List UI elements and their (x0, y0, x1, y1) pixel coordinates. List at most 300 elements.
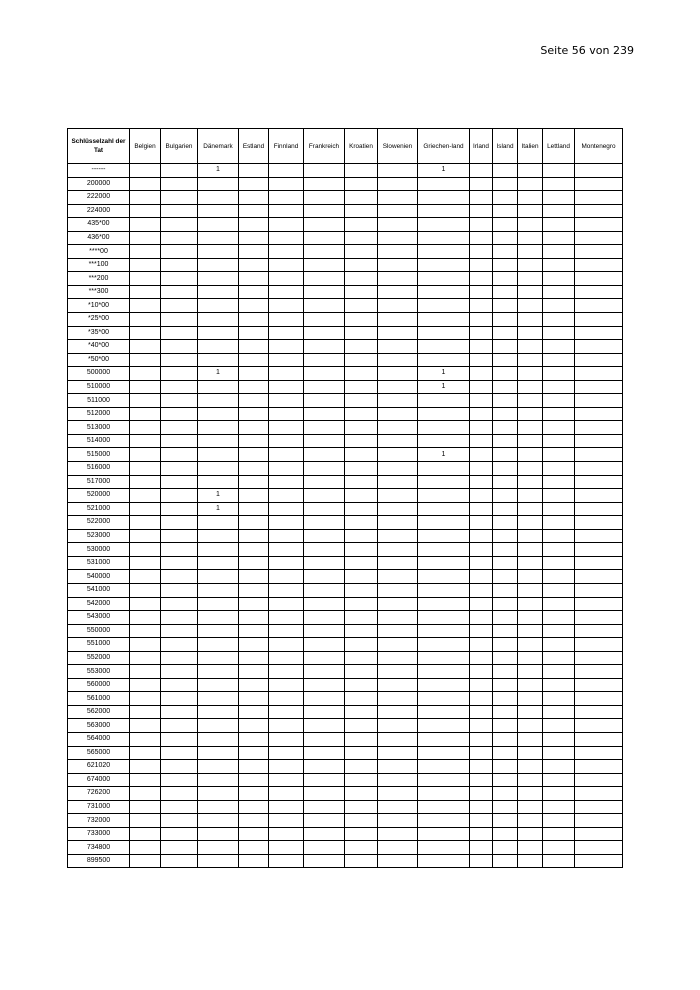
value-cell (198, 177, 239, 191)
value-cell (575, 678, 623, 692)
table-row (68, 638, 623, 652)
value-cell (575, 407, 623, 421)
value-cell (239, 611, 269, 625)
value-cell (575, 313, 623, 327)
value-cell (269, 597, 304, 611)
value-cell (345, 340, 378, 354)
value-cell (239, 434, 269, 448)
value-cell (130, 218, 161, 232)
value-cell (130, 434, 161, 448)
value-cell (378, 191, 418, 205)
value-cell (269, 285, 304, 299)
table-body (68, 164, 623, 868)
value-cell (418, 814, 470, 828)
value-cell (493, 272, 518, 286)
value-cell (575, 746, 623, 760)
value-cell (378, 719, 418, 733)
value-cell (345, 245, 378, 259)
value-cell (493, 394, 518, 408)
value-cell (269, 421, 304, 435)
value-cell (493, 367, 518, 381)
value-cell (378, 475, 418, 489)
value-cell (198, 611, 239, 625)
value-cell (239, 773, 269, 787)
value-cell (518, 191, 543, 205)
value-cell (378, 299, 418, 313)
value-cell (198, 841, 239, 855)
value-cell (130, 299, 161, 313)
value-cell (130, 746, 161, 760)
value-cell (269, 705, 304, 719)
value-cell (161, 732, 198, 746)
value-cell (493, 231, 518, 245)
value-cell (304, 380, 345, 394)
key-cell: 540000 (68, 570, 130, 584)
page-number: Seite 56 von 239 (540, 44, 634, 57)
value-cell (345, 529, 378, 543)
value-cell (470, 597, 493, 611)
value-cell (470, 299, 493, 313)
value-cell (418, 285, 470, 299)
value-cell (470, 583, 493, 597)
key-cell: *35*00 (68, 326, 130, 340)
value-cell (269, 340, 304, 354)
value-cell (575, 692, 623, 706)
value-cell (418, 556, 470, 570)
value-cell (345, 746, 378, 760)
table-row (68, 827, 623, 841)
value-cell (239, 787, 269, 801)
value-cell (161, 231, 198, 245)
value-cell (239, 516, 269, 530)
value-cell (493, 380, 518, 394)
value-cell (130, 462, 161, 476)
key-cell: 530000 (68, 543, 130, 557)
value-cell (345, 611, 378, 625)
value-cell (130, 231, 161, 245)
value-cell (239, 719, 269, 733)
value-cell (269, 326, 304, 340)
value-cell (304, 773, 345, 787)
value-cell (470, 218, 493, 232)
value-cell (518, 516, 543, 530)
value-cell (543, 678, 575, 692)
value-cell (493, 434, 518, 448)
value-cell (378, 313, 418, 327)
value-cell (418, 475, 470, 489)
value-cell (345, 489, 378, 503)
value-cell (378, 285, 418, 299)
country-header: Montenegro (575, 129, 623, 164)
value-cell (269, 380, 304, 394)
value-cell (518, 611, 543, 625)
key-cell: *10*00 (68, 299, 130, 313)
value-cell (493, 597, 518, 611)
value-cell (345, 231, 378, 245)
key-cell: 734800 (68, 841, 130, 855)
value-cell (304, 434, 345, 448)
value-cell (418, 800, 470, 814)
value-cell (378, 258, 418, 272)
value-cell (418, 231, 470, 245)
value-cell (345, 760, 378, 774)
value-cell (239, 285, 269, 299)
value-cell (470, 827, 493, 841)
value-cell (161, 326, 198, 340)
value-cell (518, 326, 543, 340)
value-cell (304, 407, 345, 421)
value-cell (493, 719, 518, 733)
value-cell (418, 746, 470, 760)
value-cell (198, 854, 239, 868)
value-cell (493, 502, 518, 516)
value-cell (345, 502, 378, 516)
value-cell (269, 218, 304, 232)
key-cell: *40*00 (68, 340, 130, 354)
value-cell (543, 611, 575, 625)
value-cell (198, 529, 239, 543)
value-cell (345, 313, 378, 327)
value-cell (493, 665, 518, 679)
value-cell (575, 543, 623, 557)
value-cell (304, 732, 345, 746)
value-cell (161, 543, 198, 557)
value-cell (304, 191, 345, 205)
key-cell: 514000 (68, 434, 130, 448)
value-cell (345, 583, 378, 597)
table-row (68, 732, 623, 746)
value-cell (493, 529, 518, 543)
value-cell (470, 285, 493, 299)
value-cell (198, 231, 239, 245)
value-cell (198, 787, 239, 801)
value-cell (418, 340, 470, 354)
value-cell (518, 421, 543, 435)
table-row (68, 272, 623, 286)
value-cell (378, 245, 418, 259)
country-header: Bulgarien (161, 129, 198, 164)
value-cell (518, 719, 543, 733)
value-cell (161, 787, 198, 801)
value-cell (470, 773, 493, 787)
table-row (68, 611, 623, 625)
key-column-header: Schlüsselzahl der Tat (68, 129, 130, 164)
value-cell (345, 543, 378, 557)
value-cell (378, 529, 418, 543)
table-row (68, 434, 623, 448)
value-cell (239, 543, 269, 557)
value-cell (418, 191, 470, 205)
value-cell (239, 732, 269, 746)
value-cell (345, 191, 378, 205)
value-cell (518, 827, 543, 841)
value-cell (418, 760, 470, 774)
value-cell (518, 854, 543, 868)
table-row (68, 692, 623, 706)
value-cell (518, 760, 543, 774)
value-cell (470, 543, 493, 557)
value-cell (470, 746, 493, 760)
table-row (68, 299, 623, 313)
table-row (68, 462, 623, 476)
table-row (68, 367, 623, 381)
table-row (68, 394, 623, 408)
value-cell (378, 638, 418, 652)
value-cell (345, 692, 378, 706)
value-cell (518, 638, 543, 652)
value-cell (304, 597, 345, 611)
value-cell (304, 353, 345, 367)
value-cell (198, 773, 239, 787)
value-cell (269, 313, 304, 327)
key-cell: 521000 (68, 502, 130, 516)
key-cell: 522000 (68, 516, 130, 530)
value-cell (543, 394, 575, 408)
value-cell (575, 272, 623, 286)
value-cell (345, 218, 378, 232)
value-cell (130, 719, 161, 733)
value-cell (575, 164, 623, 178)
value-cell (239, 421, 269, 435)
value-cell (575, 854, 623, 868)
value-cell (269, 624, 304, 638)
value-cell (130, 800, 161, 814)
key-cell: 516000 (68, 462, 130, 476)
value-cell (418, 624, 470, 638)
table-row (68, 475, 623, 489)
key-cell: 550000 (68, 624, 130, 638)
value-cell (470, 434, 493, 448)
table-row (68, 624, 623, 638)
value-cell (198, 204, 239, 218)
value-cell (418, 434, 470, 448)
table-row (68, 340, 623, 354)
value-cell (345, 407, 378, 421)
value-cell (418, 692, 470, 706)
value-cell (575, 191, 623, 205)
key-cell: ****00 (68, 245, 130, 259)
value-cell (575, 705, 623, 719)
value-cell (198, 692, 239, 706)
value-cell (239, 380, 269, 394)
key-cell: 564000 (68, 732, 130, 746)
key-cell: 551000 (68, 638, 130, 652)
value-cell (378, 340, 418, 354)
value-cell (470, 814, 493, 828)
value-cell (239, 502, 269, 516)
value-cell (470, 421, 493, 435)
value-cell: 1 (418, 380, 470, 394)
value-cell (130, 854, 161, 868)
value-cell (543, 191, 575, 205)
value-cell (543, 570, 575, 584)
value-cell (418, 258, 470, 272)
value-cell (198, 326, 239, 340)
value-cell (518, 258, 543, 272)
value-cell (239, 218, 269, 232)
value-cell (161, 583, 198, 597)
value-cell (269, 651, 304, 665)
value-cell (470, 841, 493, 855)
value-cell (470, 313, 493, 327)
value-cell (269, 556, 304, 570)
value-cell (543, 800, 575, 814)
value-cell (575, 502, 623, 516)
value-cell (543, 583, 575, 597)
value-cell (198, 434, 239, 448)
table-row (68, 678, 623, 692)
value-cell (304, 692, 345, 706)
value-cell: 1 (198, 502, 239, 516)
table-row (68, 204, 623, 218)
value-cell (575, 204, 623, 218)
value-cell (493, 624, 518, 638)
value-cell (418, 313, 470, 327)
value-cell (239, 746, 269, 760)
key-cell: 552000 (68, 651, 130, 665)
key-cell: 531000 (68, 556, 130, 570)
value-cell (418, 854, 470, 868)
value-cell (130, 258, 161, 272)
value-cell (470, 800, 493, 814)
table-row (68, 719, 623, 733)
value-cell (470, 164, 493, 178)
value-cell (345, 814, 378, 828)
value-cell (304, 448, 345, 462)
value-cell (239, 353, 269, 367)
value-cell (470, 611, 493, 625)
value-cell (378, 489, 418, 503)
value-cell (378, 705, 418, 719)
value-cell (345, 556, 378, 570)
key-cell: 512000 (68, 407, 130, 421)
key-cell: 733000 (68, 827, 130, 841)
value-cell (198, 245, 239, 259)
value-cell (161, 177, 198, 191)
value-cell (198, 313, 239, 327)
value-cell (378, 272, 418, 286)
table-row (68, 231, 623, 245)
value-cell (304, 204, 345, 218)
value-cell (304, 285, 345, 299)
value-cell (470, 705, 493, 719)
value-cell (543, 502, 575, 516)
value-cell (378, 597, 418, 611)
value-cell (304, 164, 345, 178)
value-cell (493, 746, 518, 760)
value-cell (198, 380, 239, 394)
value-cell (543, 556, 575, 570)
value-cell (493, 651, 518, 665)
value-cell (543, 624, 575, 638)
value-cell (198, 597, 239, 611)
value-cell (470, 516, 493, 530)
value-cell (198, 516, 239, 530)
key-cell: 899500 (68, 854, 130, 868)
value-cell (418, 543, 470, 557)
value-cell (161, 462, 198, 476)
value-cell (493, 313, 518, 327)
value-cell (269, 462, 304, 476)
value-cell (198, 624, 239, 638)
key-cell: 200000 (68, 177, 130, 191)
value-cell (345, 434, 378, 448)
value-cell (130, 611, 161, 625)
value-cell (161, 407, 198, 421)
key-cell: 542000 (68, 597, 130, 611)
value-cell (378, 692, 418, 706)
value-cell (239, 489, 269, 503)
value-cell (543, 407, 575, 421)
value-cell (575, 245, 623, 259)
key-cell: 674000 (68, 773, 130, 787)
value-cell (130, 177, 161, 191)
value-cell (378, 462, 418, 476)
value-cell (378, 502, 418, 516)
value-cell (345, 475, 378, 489)
value-cell (418, 570, 470, 584)
value-cell (418, 353, 470, 367)
value-cell (304, 299, 345, 313)
value-cell: 1 (418, 164, 470, 178)
value-cell (345, 800, 378, 814)
value-cell (518, 218, 543, 232)
value-cell (269, 800, 304, 814)
value-cell (304, 367, 345, 381)
value-cell (543, 692, 575, 706)
value-cell (161, 570, 198, 584)
value-cell (269, 529, 304, 543)
value-cell (269, 543, 304, 557)
value-cell (130, 705, 161, 719)
value-cell (239, 299, 269, 313)
value-cell (161, 380, 198, 394)
value-cell (543, 773, 575, 787)
key-cell: *50*00 (68, 353, 130, 367)
value-cell (161, 597, 198, 611)
value-cell (575, 827, 623, 841)
value-cell (493, 800, 518, 814)
value-cell (378, 624, 418, 638)
key-cell: 562000 (68, 705, 130, 719)
value-cell (470, 380, 493, 394)
value-cell (130, 367, 161, 381)
value-cell (470, 638, 493, 652)
value-cell (130, 583, 161, 597)
value-cell (161, 529, 198, 543)
value-cell (470, 448, 493, 462)
value-cell (239, 164, 269, 178)
value-cell (543, 732, 575, 746)
value-cell (575, 516, 623, 530)
value-cell (493, 583, 518, 597)
value-cell (130, 204, 161, 218)
value-cell: 1 (198, 164, 239, 178)
value-cell (345, 285, 378, 299)
value-cell (198, 651, 239, 665)
value-cell (518, 299, 543, 313)
value-cell (493, 692, 518, 706)
value-cell (470, 665, 493, 679)
value-cell (239, 556, 269, 570)
value-cell (378, 678, 418, 692)
value-cell (518, 597, 543, 611)
value-cell (130, 448, 161, 462)
value-cell (269, 367, 304, 381)
value-cell (418, 638, 470, 652)
value-cell (239, 340, 269, 354)
key-cell: 523000 (68, 529, 130, 543)
